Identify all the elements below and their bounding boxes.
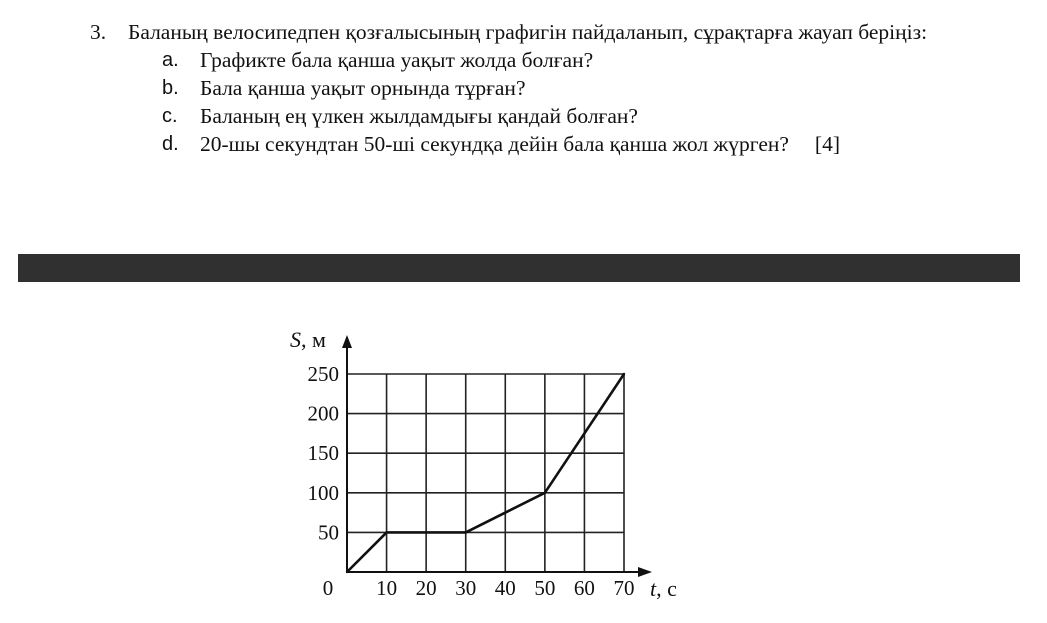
y-tick-label: 250: [307, 362, 339, 386]
y-tick-label: 50: [318, 520, 339, 545]
x-tick-label: 30: [455, 576, 477, 600]
question-a: [162, 46, 1020, 74]
chart-series: [346, 373, 625, 573]
question-letter: c.: [162, 105, 178, 127]
data-point: [346, 571, 348, 573]
origin-label: 0: [322, 576, 334, 600]
marks: [4]: [814, 132, 840, 156]
question-text: Графикте бала қанша уақыт жолда болған?: [200, 48, 594, 72]
question-d: [162, 130, 1020, 158]
x-axis-label: t, с: [650, 576, 677, 601]
x-tick-label: 50: [534, 576, 556, 600]
data-point: [385, 531, 387, 533]
x-tick-label: 60: [573, 576, 595, 600]
y-axis-label: S, м: [290, 327, 326, 352]
question-text: 20-шы секундтан 50-ші секундқа дейін бала қанша жол жүрген?: [200, 132, 789, 156]
chart-axes: [342, 335, 652, 577]
task: [90, 18, 1020, 158]
question-text: Бала қанша уақыт орнында тұрған?: [200, 76, 526, 100]
y-tick-label: 200: [307, 401, 339, 426]
question-b: [162, 74, 1020, 102]
task-text: Баланың велосипедпен қозғалысының графигін пайдаланып, сұрақтарға жауап беріңіз:: [128, 20, 928, 44]
task-number: 3.: [90, 20, 107, 44]
question-letter: d.: [162, 133, 179, 155]
series-line: [347, 374, 624, 572]
task-header: [90, 18, 1020, 46]
y-tick-label: 100: [307, 480, 339, 505]
divider-bar: [18, 254, 1020, 282]
x-tick-label: 20: [415, 576, 437, 600]
x-tick-label: 40: [494, 576, 516, 600]
question-c: [162, 102, 1020, 130]
data-point: [544, 492, 546, 494]
chart-ticks: [308, 362, 635, 600]
x-tick-label: 10: [376, 576, 398, 600]
question-letter: b.: [162, 77, 179, 99]
data-point: [623, 373, 625, 375]
question-letter: a.: [162, 49, 179, 71]
question-text: Баланың ең үлкен жылдамдығы қандай болған?: [200, 104, 638, 128]
chart-grid: [347, 374, 624, 572]
y-axis-arrow: [342, 335, 352, 348]
question-list: [162, 46, 1020, 158]
x-tick-label: 70: [613, 576, 635, 600]
distance-time-chart: [270, 318, 710, 608]
y-tick-label: 150: [307, 441, 339, 466]
data-point: [465, 531, 467, 533]
